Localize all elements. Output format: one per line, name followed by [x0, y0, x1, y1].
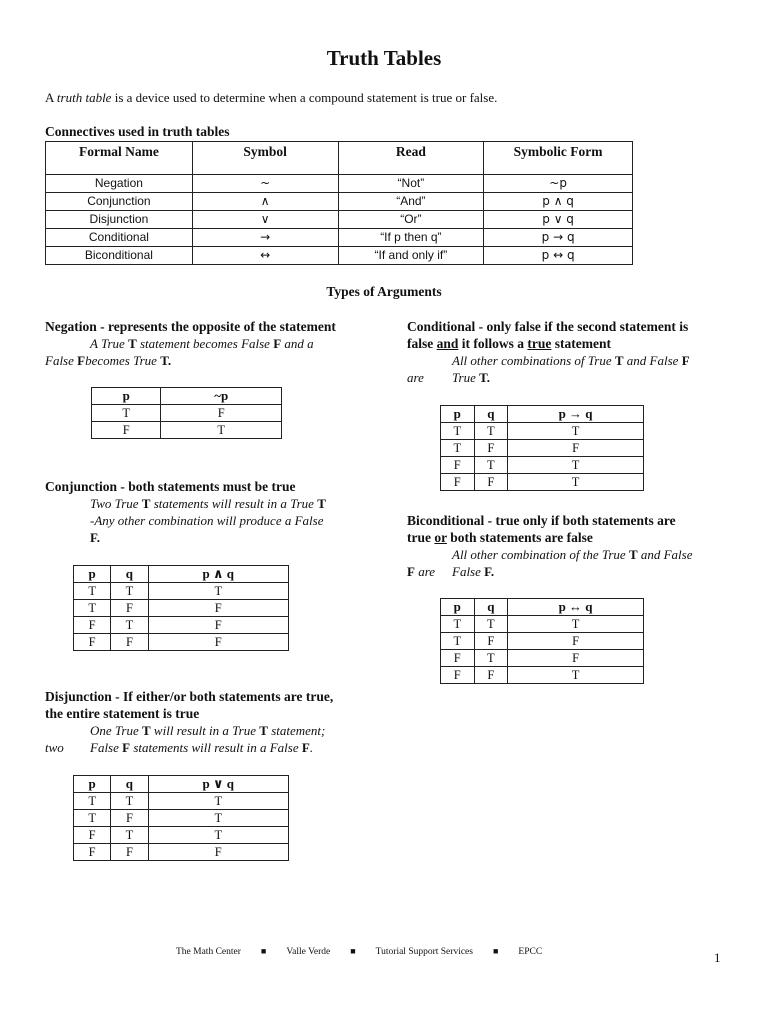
table-cell: F	[474, 667, 508, 684]
text: T	[128, 336, 137, 351]
text: All other combinations of True	[452, 353, 615, 368]
text: or	[434, 530, 447, 545]
text: it follows a	[458, 336, 528, 351]
text: All other combination of the True	[452, 547, 629, 562]
table-cell: T	[441, 440, 475, 457]
separator-icon: ■	[492, 946, 499, 956]
col-header: p	[74, 566, 111, 583]
col-header: p	[441, 599, 475, 616]
table-row	[46, 229, 633, 247]
table-row	[441, 616, 644, 633]
table-cell: F	[508, 440, 644, 457]
table-cell: F	[474, 440, 508, 457]
table-cell: T	[92, 405, 161, 422]
col-header: p ∧ q	[148, 566, 288, 583]
table-cell: T	[508, 423, 644, 440]
col-header: q	[474, 599, 508, 616]
table-cell: ∧	[192, 193, 338, 211]
table-cell: p → q	[484, 229, 633, 247]
table-cell: F	[441, 650, 475, 667]
connectives-table	[45, 141, 633, 265]
intro-term: truth table	[56, 90, 112, 105]
table-row	[441, 423, 644, 440]
table-cell: T	[111, 827, 148, 844]
text: False	[45, 353, 78, 368]
col-header: Formal Name	[46, 142, 193, 175]
text: and False	[623, 353, 682, 368]
text: statements will result in a True	[150, 496, 318, 511]
table-row	[74, 793, 289, 810]
table-cell: “Not”	[338, 175, 484, 193]
table-row	[74, 634, 289, 651]
table-row	[74, 583, 289, 600]
separator-icon: ■	[260, 946, 267, 956]
disjunction-truth-table	[73, 775, 289, 861]
col-header: q	[474, 406, 508, 423]
table-cell: F	[111, 634, 148, 651]
table-header-row	[74, 776, 289, 793]
table-row	[46, 247, 633, 265]
table-cell: F	[474, 474, 508, 491]
table-cell: Biconditional	[46, 247, 193, 265]
table-cell: “If and only if”	[338, 247, 484, 265]
text: One True	[90, 723, 142, 738]
table-cell: T	[508, 474, 644, 491]
table-cell: ↔	[192, 247, 338, 265]
text: A True	[90, 336, 129, 351]
conditional-heading-line2	[407, 335, 737, 352]
table-cell: T	[111, 793, 148, 810]
biconditional-heading-line1: Biconditional - true only if both statements are	[407, 513, 676, 528]
conjunction-desc-line3	[45, 529, 385, 546]
table-header-row	[441, 599, 644, 616]
text: False	[90, 740, 123, 755]
footer-item: EPCC	[518, 947, 543, 957]
col-header: ~p	[161, 388, 282, 405]
text: T	[259, 723, 268, 738]
table-row	[92, 405, 282, 422]
col-header: p ∨ q	[148, 776, 288, 793]
text: F	[681, 353, 690, 368]
table-cell: F	[148, 844, 288, 861]
table-row	[441, 650, 644, 667]
table-row	[441, 633, 644, 650]
table-cell: T	[74, 600, 111, 617]
table-cell: F	[111, 810, 148, 827]
conditional-heading-line1: Conditional - only false if the second statement is	[407, 319, 689, 334]
col-header: p	[92, 388, 161, 405]
text: F.	[90, 530, 100, 545]
disjunction-desc-line1	[45, 722, 385, 739]
biconditional-desc-line1	[407, 546, 737, 563]
text: F	[407, 564, 415, 579]
text: T	[628, 547, 638, 562]
text: and a	[281, 336, 314, 351]
table-cell: F	[148, 634, 288, 651]
table-cell: F	[441, 474, 475, 491]
footer-item: The Math Center	[176, 947, 241, 957]
intro-prefix: A	[45, 90, 57, 105]
table-cell: Negation	[46, 175, 193, 193]
table-cell: “Or”	[338, 211, 484, 229]
disjunction-heading-line2: the entire statement is true	[45, 706, 200, 721]
table-row	[74, 827, 289, 844]
page-number: 1	[714, 950, 721, 965]
table-cell: T	[474, 423, 508, 440]
table-cell: T	[148, 793, 288, 810]
footer-item: Valle Verde	[286, 947, 331, 957]
table-cell: T	[74, 583, 111, 600]
table-cell: T	[148, 827, 288, 844]
table-cell: F	[74, 827, 111, 844]
table-cell: Disjunction	[46, 211, 193, 229]
table-cell: “If p then q”	[338, 229, 484, 247]
table-row	[46, 193, 633, 211]
table-row	[441, 457, 644, 474]
text: becomes True	[85, 353, 161, 368]
table-cell: T	[474, 616, 508, 633]
text	[407, 563, 452, 580]
table-cell: F	[111, 844, 148, 861]
col-header: Symbol	[192, 142, 338, 175]
text: Two True	[90, 496, 142, 511]
text: True	[452, 370, 480, 385]
table-cell: p ∨ q	[484, 211, 633, 229]
conditional-desc-line1	[407, 352, 737, 369]
page-title: Truth Tables	[326, 46, 442, 70]
table-row	[92, 422, 282, 439]
table-cell: Conditional	[46, 229, 193, 247]
types-heading: Types of Arguments	[326, 284, 442, 299]
table-cell: ~p	[484, 175, 633, 193]
table-cell: p ↔ q	[484, 247, 633, 265]
table-cell: T	[74, 793, 111, 810]
table-cell: T	[111, 583, 148, 600]
table-header-row	[46, 142, 633, 175]
negation-section	[45, 318, 385, 369]
col-header: q	[111, 776, 148, 793]
table-row	[46, 211, 633, 229]
text: T.	[479, 370, 491, 385]
text: False	[452, 564, 485, 579]
table-cell: →	[192, 229, 338, 247]
text: T.	[160, 353, 172, 368]
text: two	[45, 740, 64, 755]
biconditional-heading-line2	[407, 529, 737, 546]
col-header: p → q	[508, 406, 644, 423]
negation-desc-line1	[45, 335, 385, 352]
table-cell: ~	[192, 175, 338, 193]
text: F	[77, 353, 86, 368]
connectives-heading: Connectives used in truth tables	[45, 124, 230, 139]
col-header: p	[74, 776, 111, 793]
table-row	[441, 667, 644, 684]
table-cell: F	[441, 457, 475, 474]
intro-paragraph	[45, 90, 497, 106]
table-cell: T	[441, 616, 475, 633]
table-cell: T	[474, 457, 508, 474]
table-cell: F	[92, 422, 161, 439]
table-cell: T	[441, 633, 475, 650]
table-cell: F	[508, 650, 644, 667]
text: and False	[637, 547, 693, 562]
text: true	[527, 336, 552, 351]
table-cell: T	[148, 810, 288, 827]
table-row	[74, 617, 289, 634]
biconditional-truth-table	[440, 598, 644, 684]
text: false	[407, 336, 437, 351]
col-header: Symbolic Form	[484, 142, 633, 175]
table-row	[74, 600, 289, 617]
disjunction-heading-line1: Disjunction - If either/or both statements are true,	[45, 689, 334, 704]
biconditional-section	[407, 512, 737, 580]
text: F	[273, 336, 282, 351]
text: both statements are false	[446, 530, 593, 545]
table-cell: T	[161, 422, 282, 439]
text: .	[309, 740, 314, 755]
negation-desc-line2	[45, 352, 385, 369]
table-cell: T	[111, 617, 148, 634]
text: are	[414, 564, 436, 579]
table-cell: p ∧ q	[484, 193, 633, 211]
text: T	[317, 496, 326, 511]
table-cell: ∨	[192, 211, 338, 229]
disjunction-desc-line2	[45, 739, 385, 756]
col-header: q	[111, 566, 148, 583]
text: F.	[484, 564, 495, 579]
table-cell: T	[474, 650, 508, 667]
text: F	[122, 740, 131, 755]
table-cell: F	[508, 633, 644, 650]
table-cell: Conjunction	[46, 193, 193, 211]
table-cell: F	[148, 617, 288, 634]
table-cell: T	[148, 583, 288, 600]
table-cell: F	[111, 600, 148, 617]
negation-heading: Negation - represents the opposite of the statement	[45, 319, 336, 334]
text: T	[614, 353, 624, 368]
table-cell: T	[74, 810, 111, 827]
table-row	[74, 810, 289, 827]
table-cell: F	[161, 405, 282, 422]
table-cell: F	[74, 634, 111, 651]
text: T	[141, 496, 151, 511]
table-row	[46, 175, 633, 193]
table-header-row	[92, 388, 282, 405]
table-cell: T	[441, 423, 475, 440]
conjunction-desc-line1	[45, 495, 385, 512]
table-row	[441, 474, 644, 491]
col-header: p	[441, 406, 475, 423]
conjunction-section	[45, 478, 385, 546]
conditional-section	[407, 318, 737, 386]
conjunction-desc-line2: -Any other combination will produce a False	[90, 513, 324, 528]
separator-icon: ■	[350, 946, 356, 956]
text: T	[142, 723, 151, 738]
text: statement;	[267, 723, 326, 738]
col-header: p ↔ q	[508, 599, 644, 616]
footer	[176, 946, 562, 957]
col-header: Read	[338, 142, 484, 175]
table-cell: T	[508, 457, 644, 474]
text: statement	[551, 336, 612, 351]
table-header-row	[74, 566, 289, 583]
table-cell: “And”	[338, 193, 484, 211]
table-cell: T	[508, 667, 644, 684]
table-header-row	[441, 406, 644, 423]
text: true	[407, 530, 435, 545]
conjunction-heading: Conjunction - both statements must be true	[45, 479, 296, 494]
text: statements will result in a False	[130, 740, 302, 755]
table-cell: F	[74, 617, 111, 634]
conditional-desc-line2	[407, 369, 737, 386]
disjunction-section	[45, 688, 385, 756]
negation-truth-table	[91, 387, 282, 439]
conditional-truth-table	[440, 405, 644, 491]
table-row	[74, 844, 289, 861]
table-cell: T	[508, 616, 644, 633]
table-cell: F	[474, 633, 508, 650]
text: are	[407, 370, 424, 385]
intro-rest: is a device used to determine when a compound statement is true or false.	[111, 90, 498, 105]
text: statement becomes False	[136, 336, 274, 351]
biconditional-desc-line2	[407, 563, 737, 580]
text: F	[301, 740, 310, 755]
conjunction-truth-table	[73, 565, 289, 651]
text: and	[436, 336, 459, 351]
table-cell: F	[441, 667, 475, 684]
text: will result in a True	[150, 723, 260, 738]
table-row	[441, 440, 644, 457]
footer-item: Tutorial Support Services	[375, 947, 473, 957]
table-cell: F	[74, 844, 111, 861]
table-cell: F	[148, 600, 288, 617]
